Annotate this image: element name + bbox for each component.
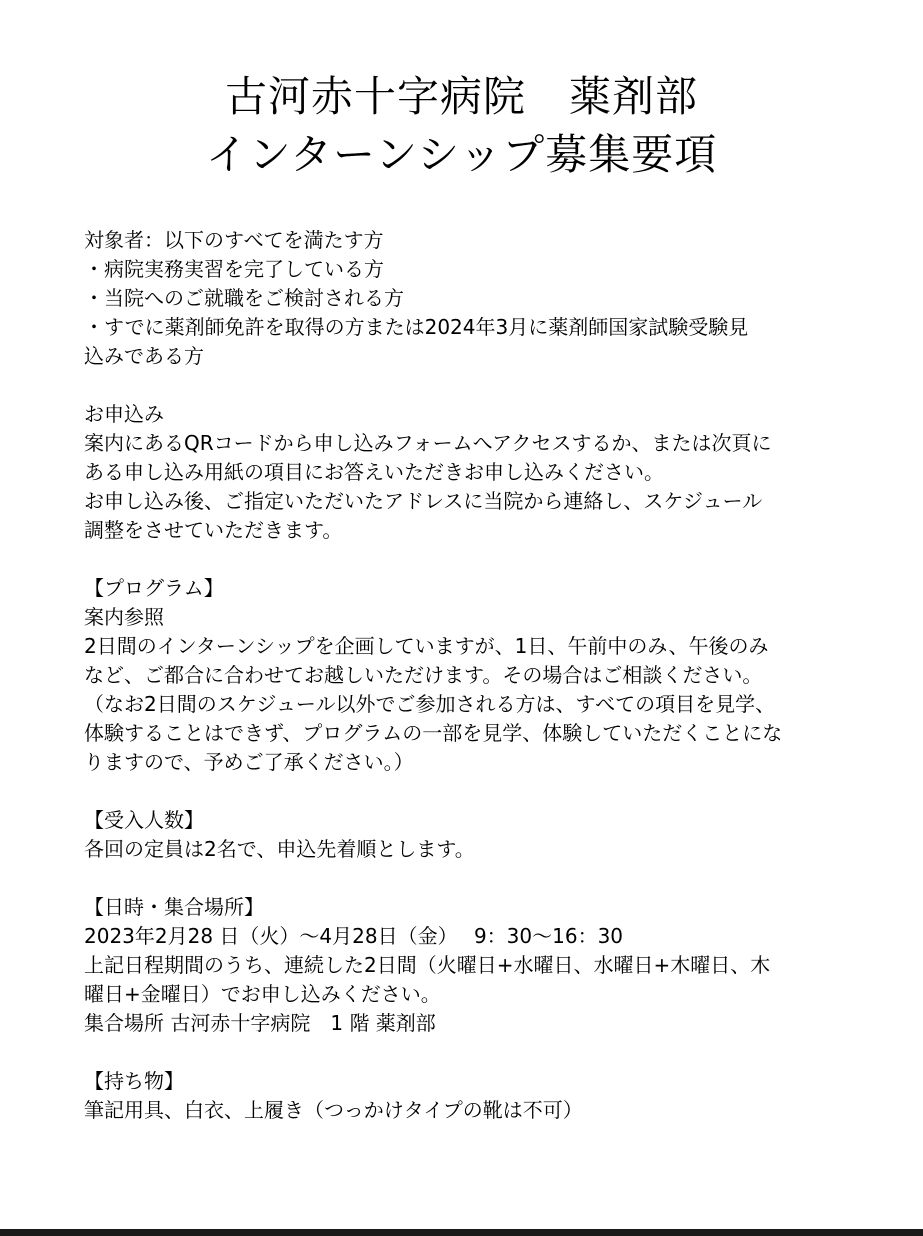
paragraph-line: （なお2日間のスケジュール以外でご参加される方は、すべての項目を見学、 [84,692,776,716]
paragraph-line: りますので、予めご了承ください。） [84,750,414,774]
paragraph-line: 各回の定員は2名で、申込先着順とします。 [84,837,475,861]
section-belongings [84,1067,874,1125]
section-heading: 【日時・集合場所】 [84,895,264,919]
section-spacer [84,371,874,400]
target-item: ・すでに薬剤師免許を取得の方または2024年3月に薬剤師国家試験受験見 [84,315,749,339]
section-heading: 対象者：以下のすべてを満たす方 [84,228,384,252]
paragraph-line: お申し込み後、ご指定いただいたアドレスに当院から連絡し、スケジュール [84,489,763,513]
section-heading: 【プログラム】 [84,576,224,600]
target-item: 込みである方 [84,344,204,368]
section-schedule [84,893,874,1038]
paragraph-line: 体験することはできず、プログラムの一部を見学、体験していただくことにな [84,721,783,745]
paragraph-line: 案内参照 [84,605,164,629]
bottom-border [0,1229,923,1236]
title-line-2: インターンシップ募集要項 [205,130,718,179]
paragraph-line: 2日間のインターンシップを企画していますが、1日、午前中のみ、午後のみ [84,634,769,658]
document-title [0,68,923,184]
section-spacer [84,777,874,806]
paragraph-line: 集合場所 古河赤十字病院 1 階 薬剤部 [84,1011,436,1035]
paragraph-line: 曜日+金曜日）でお申し込みください。 [84,982,441,1006]
section-heading: お申込み [84,402,164,426]
section-spacer [84,545,874,574]
target-item: ・病院実務実習を完了している方 [84,257,384,281]
section-target [84,226,874,371]
section-heading: 【持ち物】 [84,1069,184,1093]
section-application [84,400,874,545]
paragraph-line: など、ご都合に合わせてお越しいただけます。その場合はご相談ください。 [84,663,763,687]
paragraph-line: 案内にあるQRコードから申し込みフォームへアクセスするか、または次頁に [84,431,772,455]
section-heading: 【受入人数】 [84,808,204,832]
title-line-1: 古河赤十字病院 薬剤部 [224,72,698,121]
section-program [84,574,874,777]
paragraph-line: ある申し込み用紙の項目にお答えいただきお申し込みください。 [84,460,664,484]
target-item: ・当院へのご就職をご検討される方 [84,286,404,310]
paragraph-line: 上記日程期間のうち、連続した2日間（火曜日+水曜日、水曜日+木曜日、木 [84,953,771,977]
section-spacer [84,1038,874,1067]
section-spacer [84,864,874,893]
paragraph-line: 2023年2月28 日（火）～4月28日（金） 9：30～16：30 [84,924,624,948]
document-body [84,226,874,1125]
paragraph-line: 筆記用具、白衣、上履き（つっかけタイプの靴は不可） [84,1098,583,1122]
paragraph-line: 調整をさせていただきます。 [84,518,343,542]
section-capacity [84,806,874,864]
